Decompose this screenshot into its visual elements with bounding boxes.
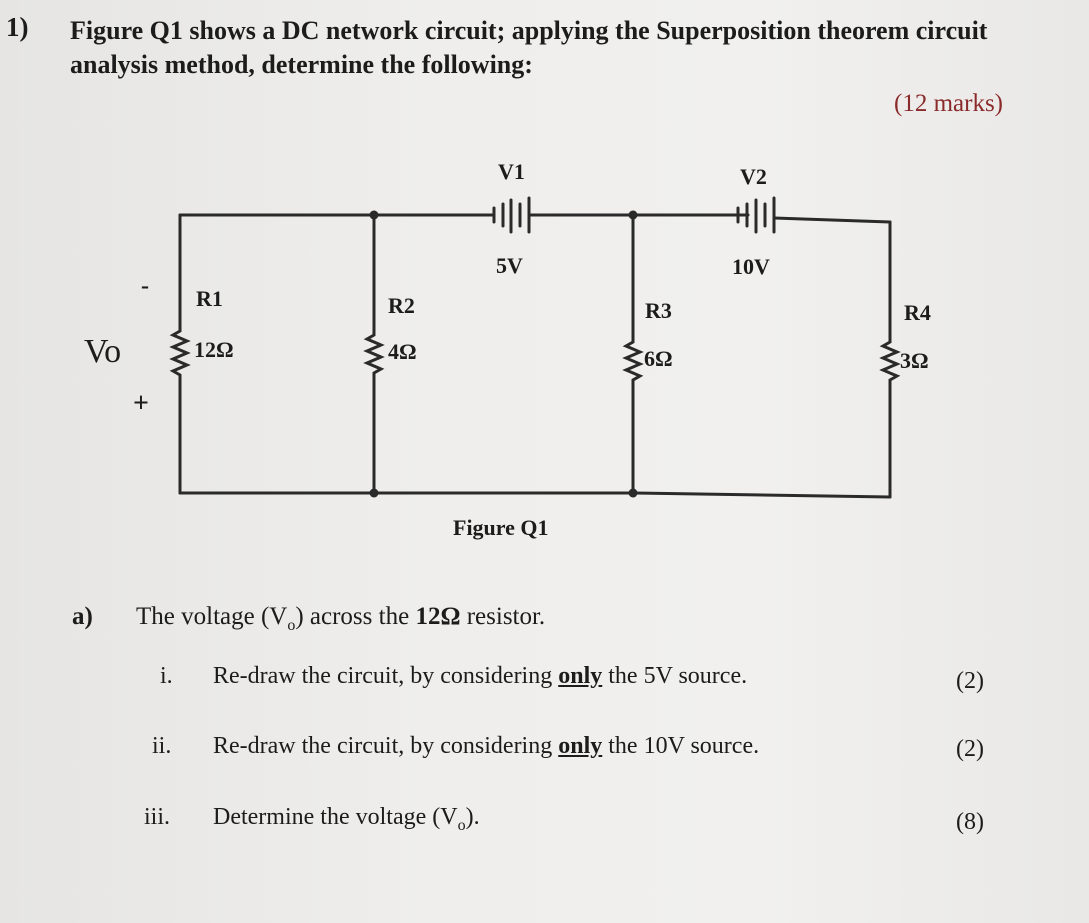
source-v2-name: V2 — [740, 164, 767, 189]
item-iii-numeral: iii. — [144, 804, 171, 830]
source-v1-name: V1 — [498, 159, 525, 184]
item-ii-marks: (2) — [956, 736, 984, 762]
wire-top-right — [774, 218, 890, 222]
resistor-r3-name: R3 — [645, 298, 672, 323]
part-a-text-pre: The voltage (V — [136, 603, 288, 630]
junction-dot-top-r3 — [629, 211, 638, 220]
item-ii-text-post: the 10V source. — [602, 733, 760, 759]
item-iii-text-sub: o — [457, 816, 466, 834]
vo-minus-sign: - — [141, 273, 149, 299]
vo-label: Vo — [84, 333, 122, 370]
part-a-text-post: resistor. — [460, 603, 546, 630]
figure-caption: Figure Q1 — [453, 515, 549, 540]
source-v1-value: 5V — [496, 253, 523, 278]
question-number: 1) — [6, 12, 29, 42]
part-a-text-bold: 12Ω — [415, 603, 461, 630]
resistor-r2-value: 4Ω — [388, 339, 417, 364]
item-ii-emphasis: only — [558, 733, 603, 759]
item-i-text — [213, 663, 747, 690]
item-i-emphasis: only — [558, 663, 603, 689]
item-ii-text — [213, 733, 759, 760]
part-a-text-sub: o — [287, 617, 296, 634]
vo-plus-sign: + — [133, 388, 149, 419]
resistor-r1-value: 12Ω — [194, 337, 234, 362]
part-a-letter: a) — [72, 603, 93, 630]
resistor-r4-zigzag — [883, 337, 897, 385]
junction-dot-bottom-r2 — [370, 489, 379, 498]
part-a-text — [136, 603, 545, 635]
resistor-r3-zigzag — [626, 337, 640, 385]
resistor-r3-value: 6Ω — [644, 346, 673, 371]
source-v2-value: 10V — [732, 254, 770, 279]
item-i-text-pre: Re-draw the circuit, by considering — [213, 663, 559, 689]
part-a-text-mid: ) across the — [295, 603, 416, 630]
junction-dot-top-r2 — [370, 211, 379, 220]
item-ii-numeral: ii. — [152, 733, 172, 759]
item-iii-text — [213, 804, 480, 835]
resistor-r1-zigzag — [173, 325, 187, 381]
question-line-1: Figure Q1 shows a DC network circuit; applying the Superposition theorem circuit — [70, 16, 988, 45]
item-i-text-post: the 5V source. — [602, 663, 748, 689]
item-iii-text-pre: Determine the voltage (V — [213, 804, 458, 830]
resistor-r4-name: R4 — [904, 300, 931, 325]
resistor-r4-value: 3Ω — [900, 348, 929, 373]
wire-bottom-right — [633, 493, 890, 497]
item-i-marks: (2) — [956, 668, 984, 694]
question-line-2: analysis method, determine the following: — [70, 50, 533, 79]
question-marks: (12 marks) — [894, 90, 1003, 117]
junction-dot-bottom-r3 — [629, 489, 638, 498]
item-iii-marks: (8) — [956, 809, 984, 835]
resistor-r2-zigzag — [367, 330, 381, 378]
resistor-r2-name: R2 — [388, 293, 415, 318]
item-i-numeral: i. — [160, 663, 173, 689]
item-ii-text-pre: Re-draw the circuit, by considering — [213, 733, 559, 759]
item-iii-text-post: ). — [465, 804, 480, 830]
resistor-r1-name: R1 — [196, 286, 223, 311]
